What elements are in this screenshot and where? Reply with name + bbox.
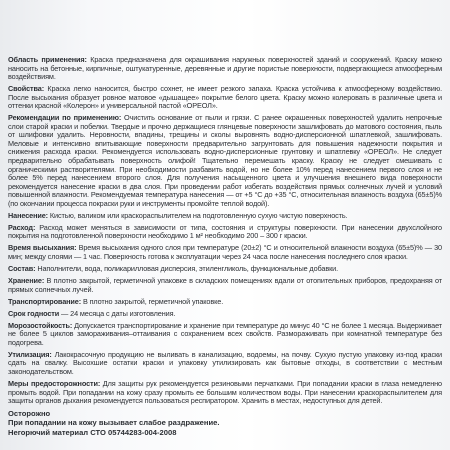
section-paragraph bbox=[8, 298, 442, 307]
section-text: Время высыхания одного слоя при температуре (20±2) °С и относительной влажности воздуха (65±5)% — 30 мин; между слоями — 1 час. Поверхность готова к эксплуатации через 24 часа после нанесения последнего слоя краски. bbox=[8, 243, 442, 261]
section-paragraph bbox=[8, 310, 442, 319]
section-text: Краска предназначена для окрашивания наружных поверхностей зданий и сооружений. Краску можно наносить на бетонные, кирпичные, оштукатуренные, деревянные и другие пористые поверхности, подвергающиеся атмосферным воздействиям. bbox=[8, 55, 442, 82]
section-text: Наполнители, вода, поликарилловая дисперсия, этиленгликоль, функциональные добавки. bbox=[35, 264, 339, 274]
section-paragraph bbox=[8, 114, 442, 208]
section-paragraph bbox=[8, 351, 442, 377]
section-text: Расход может меняться в зависимости от типа, состояния и структуры поверхности. При нанесении двухслойного покрытия на подготовленной поверхности необходимо 1 м² необходимо 200 – 300 г краски. bbox=[8, 222, 442, 241]
section-paragraph bbox=[8, 265, 442, 274]
section-text: Краска легко наносится, быстро сохнет, не имеет резкого запаха. Краска устойчива к атмосферному воздействию. После высыхания образует ровное матовое «дышащее» покрытие белого цвета. Краску можно колеровать в различные цвета и оттенки красной «Колерон» и универсальной пастой «ОРЕОЛ». bbox=[8, 84, 442, 111]
section-label: Морозостойкость: bbox=[8, 320, 73, 330]
section-text: Очистить основание от пыли и грязи. С ранее окрашенных поверхностей удалить непрочные слои старой краски и побелки. Твердые и прочно держащиеся глянцевые поверхности зашлифовать до матового состояния, пыль от шлифовки удалить. Неровности, впадины, трещины и сколы выровнять водно-дисперсионной шпатлевкой, зашлифовать. Меловые и интенсивно впитывающие поверхности предварительно загрунтовать для повышения надежности покрытия и снижения расхода краски. Рекомендуется использовать водно-дисперсионные грунтовку и шпатлевку «ОРЕОЛ». Не следует предварительно обрабатывать поверхность олифой! Тщательно перемешать краску. Краску не следует смешивать с органическими растворителями. При необходимости разбавить водой, но не более 10% перед нанесением первого слоя и не более 5% перед нанесением второго слоя. Для получения насыщенного цвета и улучшения внешнего вида поверхности рекомендуется нанесение краски в два слоя. При проведении работ избегать воздействия прямых солнечных лучей и условий повышенной влажности. Рекомендуемая температура нанесения — от +5 °С до +35 °С, относительная влажность воздуха (65±5)% (по окончании процесса покраски руки и инструменты промойте теплой водой). bbox=[8, 113, 442, 208]
section-text: В плотно закрытой, герметичной упаковке в складских помещениях вдали от отопительных приборов, предохраняя от прямых солнечных лучей. bbox=[8, 276, 442, 294]
section-label: Транспортирование: bbox=[8, 296, 82, 306]
section-text: В плотно закрытой, герметичной упаковке. bbox=[81, 296, 224, 306]
standard-statement: Негорючий материал СТО 05744283-004-2008 bbox=[8, 427, 177, 437]
caution-label: Осторожно bbox=[8, 409, 51, 419]
section-label: Рекомендации по применению: bbox=[8, 113, 122, 123]
section-paragraph bbox=[8, 56, 442, 82]
section-paragraph bbox=[8, 380, 442, 406]
section-text: — 24 месяца с даты изготовления. bbox=[59, 308, 176, 318]
section-text: Допускается транспортирование и хранение при температуре до минус 40 °С не более 1 месяца. Выдерживает не более 5 циклов замораживания–оттаивания с сохранением всех свойств. Размораживать при комнатной температуре без подогрева. bbox=[8, 320, 442, 347]
section-label: Срок годности bbox=[8, 308, 60, 318]
section-label: Состав: bbox=[8, 264, 36, 274]
section-paragraph bbox=[8, 224, 442, 241]
section-label: Время высыхания: bbox=[8, 243, 77, 253]
section-label: Меры предосторожности: bbox=[8, 379, 101, 389]
section-text: Кистью, валиком или краскораспылителем на подготовленную сухую чистую поверхность. bbox=[48, 210, 348, 220]
bottom-block bbox=[8, 409, 442, 437]
section-label: Область применения: bbox=[8, 55, 87, 64]
section-text: Лакокрасочную продукцию не выливать в канализацию, водоемы, на почву. Сухую пустую упаковку из-под краски сдать на свалку. Высохшие остатки краски и упаковку утилизировать как бытовые отходы, в соответствии с местным законодательством. bbox=[8, 349, 442, 376]
hazard-statement: При попадании на кожу вызывает слабое раздражение. bbox=[8, 418, 220, 428]
section-label: Расход: bbox=[8, 222, 36, 232]
section-label: Свойства: bbox=[8, 84, 45, 94]
section-label: Утилизация: bbox=[8, 349, 52, 359]
section-paragraph bbox=[8, 212, 442, 221]
section-paragraph bbox=[8, 85, 442, 111]
sections-container bbox=[8, 56, 442, 406]
section-label: Нанесение: bbox=[8, 210, 48, 220]
section-paragraph bbox=[8, 244, 442, 261]
section-label: Хранение: bbox=[8, 276, 45, 286]
section-paragraph bbox=[8, 277, 442, 294]
section-paragraph bbox=[8, 322, 442, 348]
section-text: Для защиты рук рекомендуется резиновыми перчатками. При попадании краски в глаза немедленно промыть водой. При попадании на кожу сразу промыть ее большим количеством воды. При нанесении краскораспылителем для защиты органов дыхания рекомендуется пользоваться респиратором. Хранить в местах, недоступных для детей. bbox=[8, 379, 442, 406]
